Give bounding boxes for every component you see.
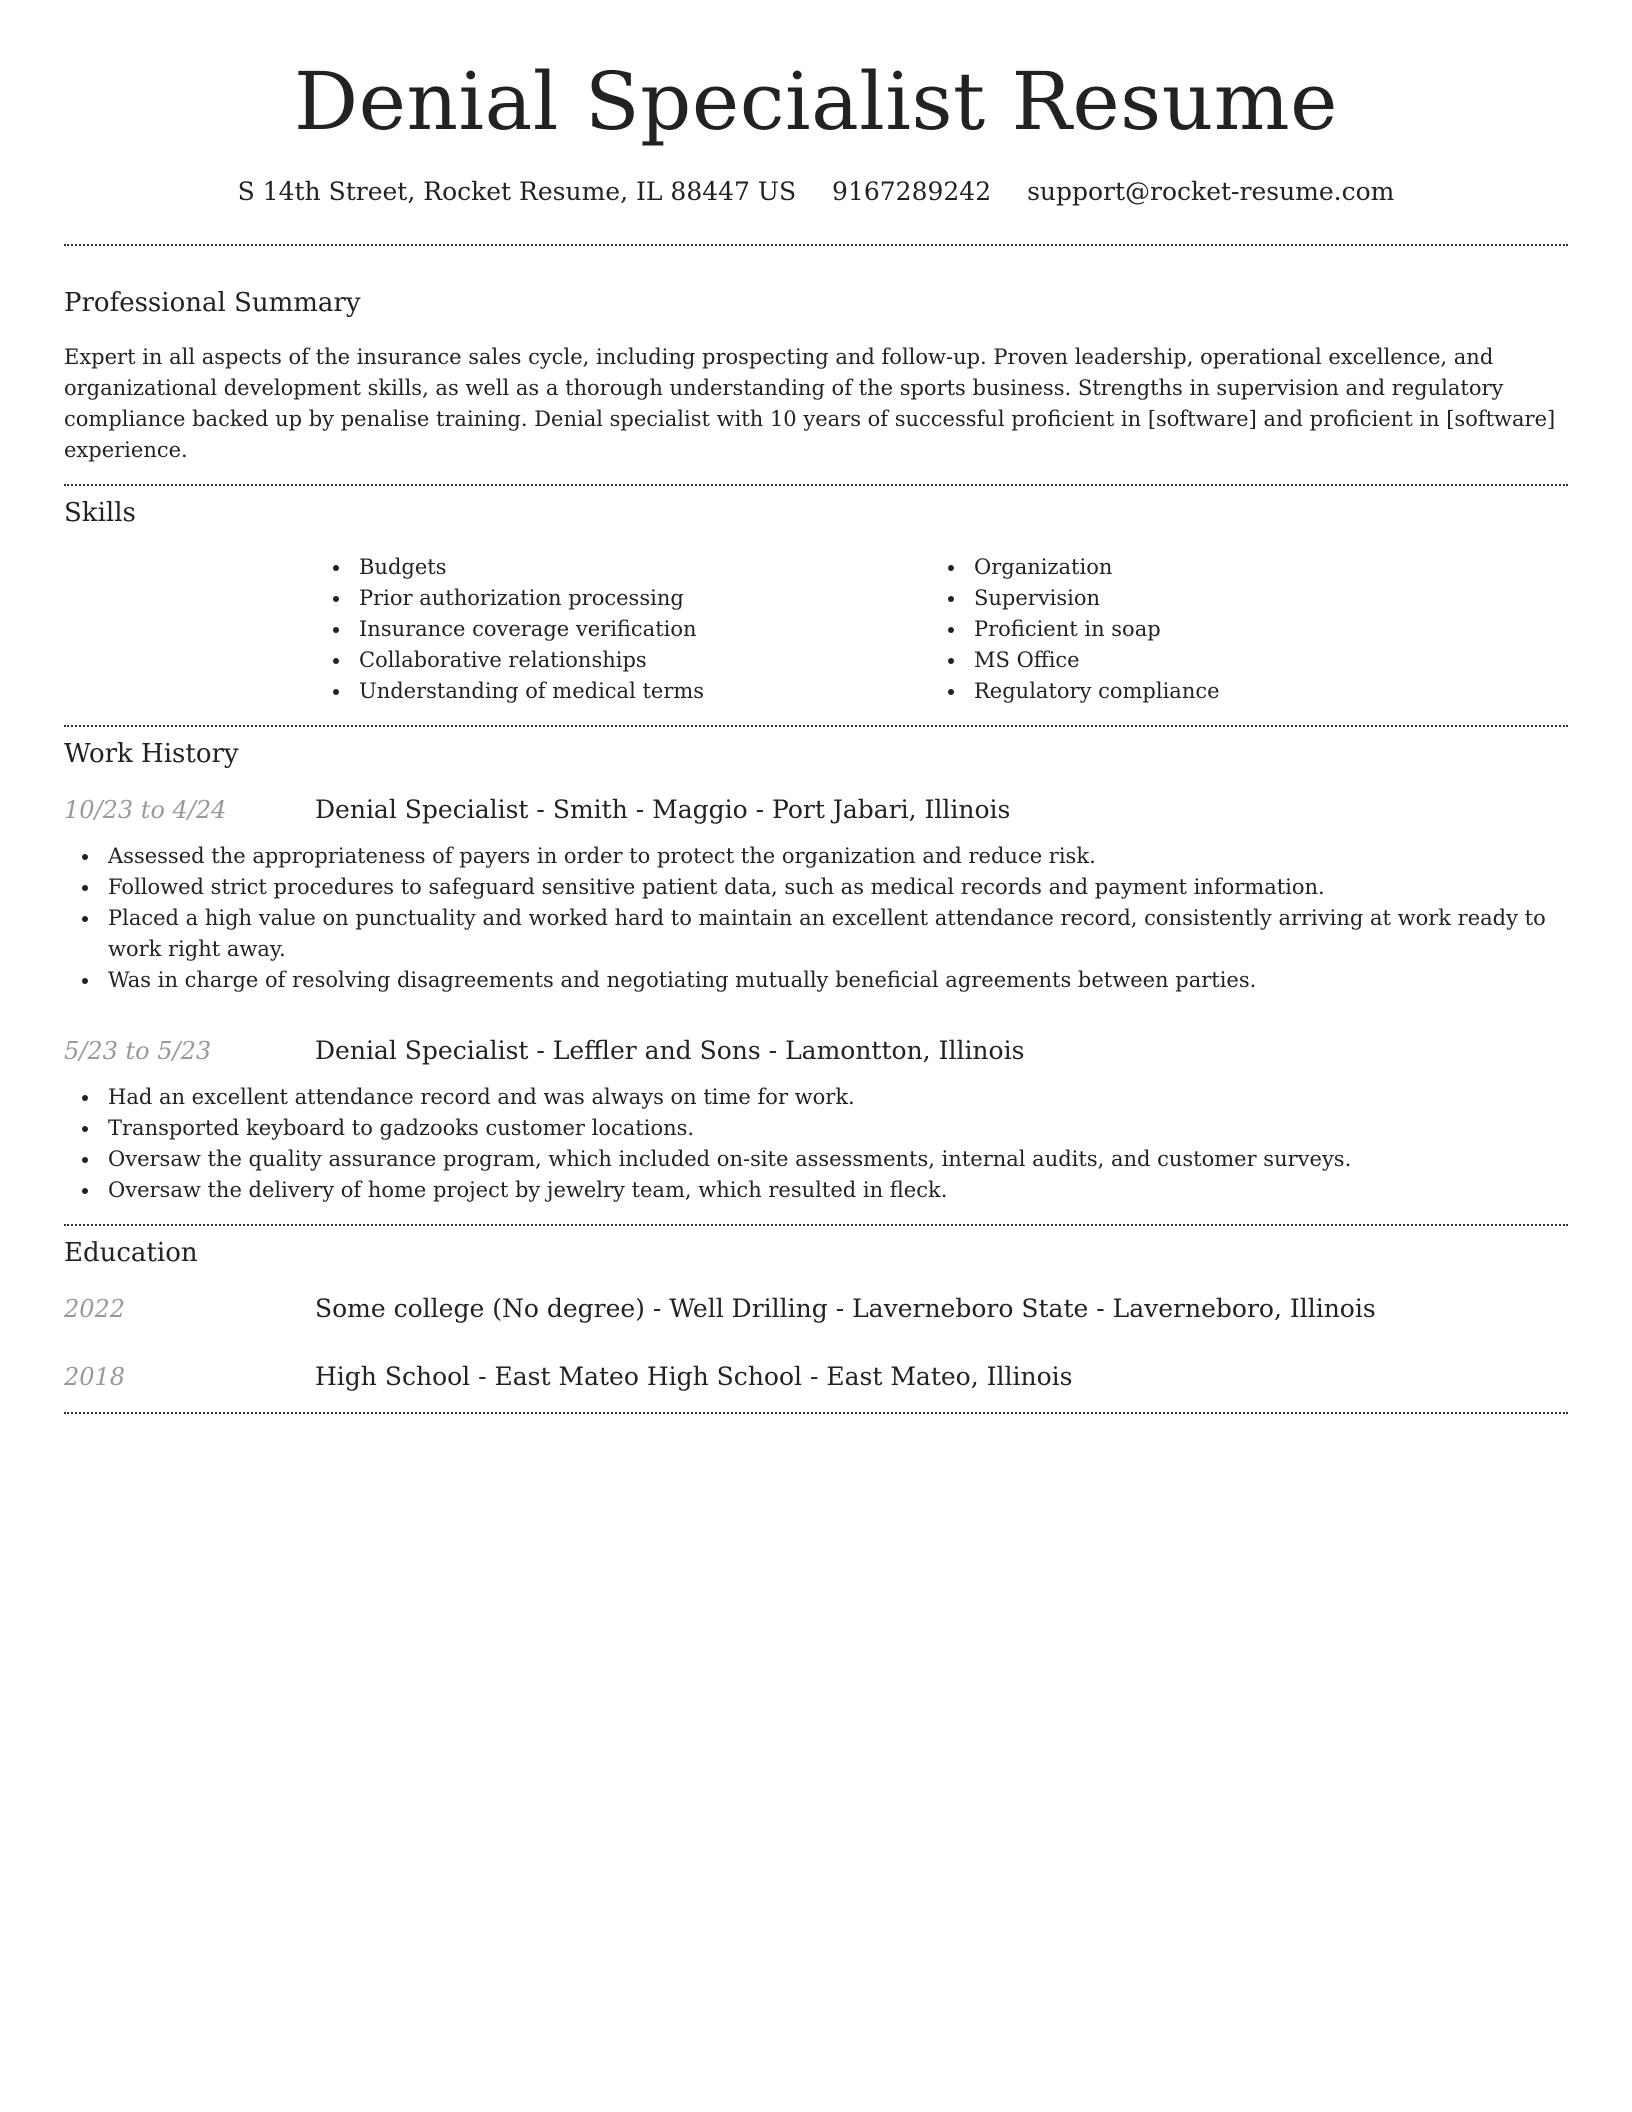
job-bullet: Oversaw the delivery of home project by jewelry team, which resulted in fleck. <box>64 1175 1568 1206</box>
section-divider <box>64 725 1568 727</box>
contact-email: support@rocket-resume.com <box>1027 177 1395 206</box>
skills-heading: Skills <box>64 498 136 528</box>
education-title: High School - East Mateo High School - East Mateo, Illinois <box>315 1362 1073 1391</box>
job-title: Denial Specialist - Leffler and Sons - Lamontton, Illinois <box>315 1036 1025 1065</box>
summary-heading: Professional Summary <box>64 288 361 318</box>
work-history-heading: Work History <box>64 739 239 769</box>
skill-item: Budgets <box>315 552 930 583</box>
job-bullet: Followed strict procedures to safeguard sensitive patient data, such as medical records and payment information. <box>64 872 1568 903</box>
education-year: 2018 <box>64 1363 126 1391</box>
skills-section <box>64 496 1568 707</box>
skills-right-column <box>930 552 1545 707</box>
job-dates: 5/23 to 5/23 <box>64 1037 212 1065</box>
summary-section <box>64 286 1568 466</box>
skill-item: Insurance coverage verification <box>315 614 930 645</box>
education-heading: Education <box>64 1238 198 1268</box>
job-bullet: Assessed the appropriateness of payers in order to protect the organization and reduce risk. <box>64 841 1568 872</box>
skills-columns <box>315 552 1568 707</box>
job-dates: 10/23 to 4/24 <box>64 796 227 824</box>
skill-item: Prior authorization processing <box>315 583 930 614</box>
section-divider <box>64 1412 1568 1414</box>
job-title: Denial Specialist - Smith - Maggio - Port Jabari, Illinois <box>315 795 1011 824</box>
job-entry <box>64 1034 1568 1206</box>
job-bullet: Was in charge of resolving disagreements and negotiating mutually beneficial agreements between parties. <box>64 965 1568 996</box>
section-divider <box>64 1224 1568 1226</box>
job-bullets <box>64 841 1568 996</box>
education-year: 2022 <box>64 1295 126 1323</box>
job-bullet: Oversaw the quality assurance program, which included on-site assessments, internal audits, and customer surveys. <box>64 1144 1568 1175</box>
skill-item: MS Office <box>930 645 1545 676</box>
contact-phone: 9167289242 <box>832 177 992 206</box>
work-history-section <box>64 737 1568 1206</box>
skill-item: Organization <box>930 552 1545 583</box>
education-entry <box>64 1360 1568 1394</box>
section-divider <box>64 484 1568 486</box>
education-section <box>64 1236 1568 1394</box>
job-bullet: Had an excellent attendance record and was always on time for work. <box>64 1082 1568 1113</box>
education-title: Some college (No degree) - Well Drilling - Laverneboro State - Laverneboro, Illinois <box>315 1294 1376 1323</box>
skill-item: Collaborative relationships <box>315 645 930 676</box>
job-bullets <box>64 1082 1568 1206</box>
job-bullet: Placed a high value on punctuality and worked hard to maintain an excellent attendance record, consistently arriving at work ready to work right away. <box>64 903 1568 965</box>
skill-item: Regulatory compliance <box>930 676 1545 707</box>
skills-left-column <box>315 552 930 707</box>
education-entry <box>64 1292 1568 1326</box>
skill-item: Proficient in soap <box>930 614 1545 645</box>
skill-item: Supervision <box>930 583 1545 614</box>
page-title: Denial Specialist Resume <box>294 55 1338 148</box>
skill-item: Understanding of medical terms <box>315 676 930 707</box>
job-bullet: Transported keyboard to gadzooks customer locations. <box>64 1113 1568 1144</box>
section-divider <box>64 244 1568 246</box>
job-entry <box>64 793 1568 996</box>
contact-line <box>64 174 1568 210</box>
contact-address: S 14th Street, Rocket Resume, IL 88447 US <box>237 177 797 206</box>
summary-text: Expert in all aspects of the insurance sales cycle, including prospecting and follow-up. Proven leadership, operational excellence, and organizational development skills, as well as a thorough understanding of the sports business. Strengths in supervision and regulatory compliance backed up by penalise training. Denial specialist with 10 years of successful proficient in [software] and proficient in [software] experience. <box>64 345 1556 462</box>
